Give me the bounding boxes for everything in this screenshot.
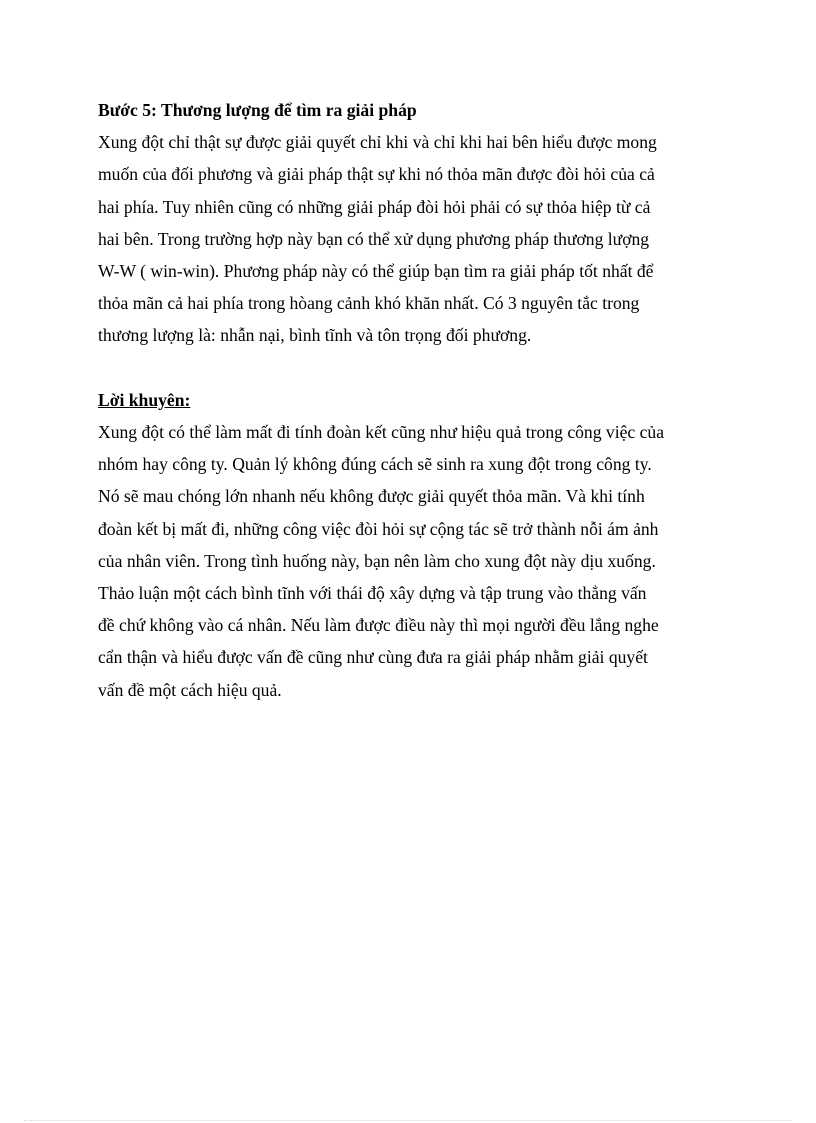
page-bottom-border [24, 1120, 792, 1121]
paragraph-line: Thảo luận một cách bình tĩnh với thái độ xây dựng và tập trung vào thẳng vấn [98, 583, 647, 604]
paragraph-line: của nhân viên. Trong tình huống này, bạn nên làm cho xung đột này dịu xuống. [98, 550, 656, 571]
section-paragraph [98, 126, 720, 351]
paragraph-line: Xung đột chỉ thật sự được giải quyết chỉ khi và chỉ khi hai bên hiểu được mong [98, 132, 657, 153]
paragraph-line: đoàn kết bị mất đi, những công việc đòi hỏi sự cộng tác sẽ trở thành nỗi ám ảnh [98, 518, 659, 539]
section-heading: Bước 5: Thương lượng để tìm ra giải pháp [98, 100, 417, 120]
document-body [98, 94, 720, 706]
paragraph-line: muốn của đối phương và giải pháp thật sự khi nó thỏa mãn được đòi hỏi của cả [98, 164, 655, 185]
paragraph-line: đề chứ không vào cá nhân. Nếu làm được điều này thì mọi người đều lắng nghe [98, 615, 659, 636]
paragraph-line: Nó sẽ mau chóng lớn nhanh nếu không được giải quyết thỏa mãn. Và khi tính [98, 486, 645, 507]
advice-paragraph [98, 416, 720, 706]
paragraph-line: Xung đột có thể làm mất đi tính đoàn kết cũng như hiệu quả trong công việc của [98, 422, 665, 443]
paragraph-spacer [98, 352, 720, 384]
paragraph-line: thương lượng là: nhẫn nại, bình tĩnh và tôn trọng đối phương. [98, 325, 532, 346]
paragraph-line: thỏa mãn cả hai phía trong hòang cảnh khó khăn nhất. Có 3 nguyên tắc trong [98, 293, 640, 314]
paragraph-line: W-W ( win-win). Phương pháp này có thể giúp bạn tìm ra giải pháp tốt nhất để [98, 261, 654, 282]
paragraph-line: cẩn thận và hiểu được vấn đề cũng như cùng đưa ra giải pháp nhằm giải quyết [98, 647, 648, 668]
paragraph-line: vấn đề một cách hiệu quả. [98, 679, 282, 700]
paragraph-line: hai phía. Tuy nhiên cũng có những giải pháp đòi hỏi phải có sự thỏa hiệp từ cả [98, 196, 651, 217]
paragraph-line: hai bên. Trong trường hợp này bạn có thể xử dụng phương pháp thương lượng [98, 228, 650, 249]
advice-heading: Lời khuyên: [98, 389, 191, 410]
paragraph-line: nhóm hay công ty. Quản lý không đúng cách sẽ sinh ra xung đột trong công ty. [98, 454, 652, 475]
